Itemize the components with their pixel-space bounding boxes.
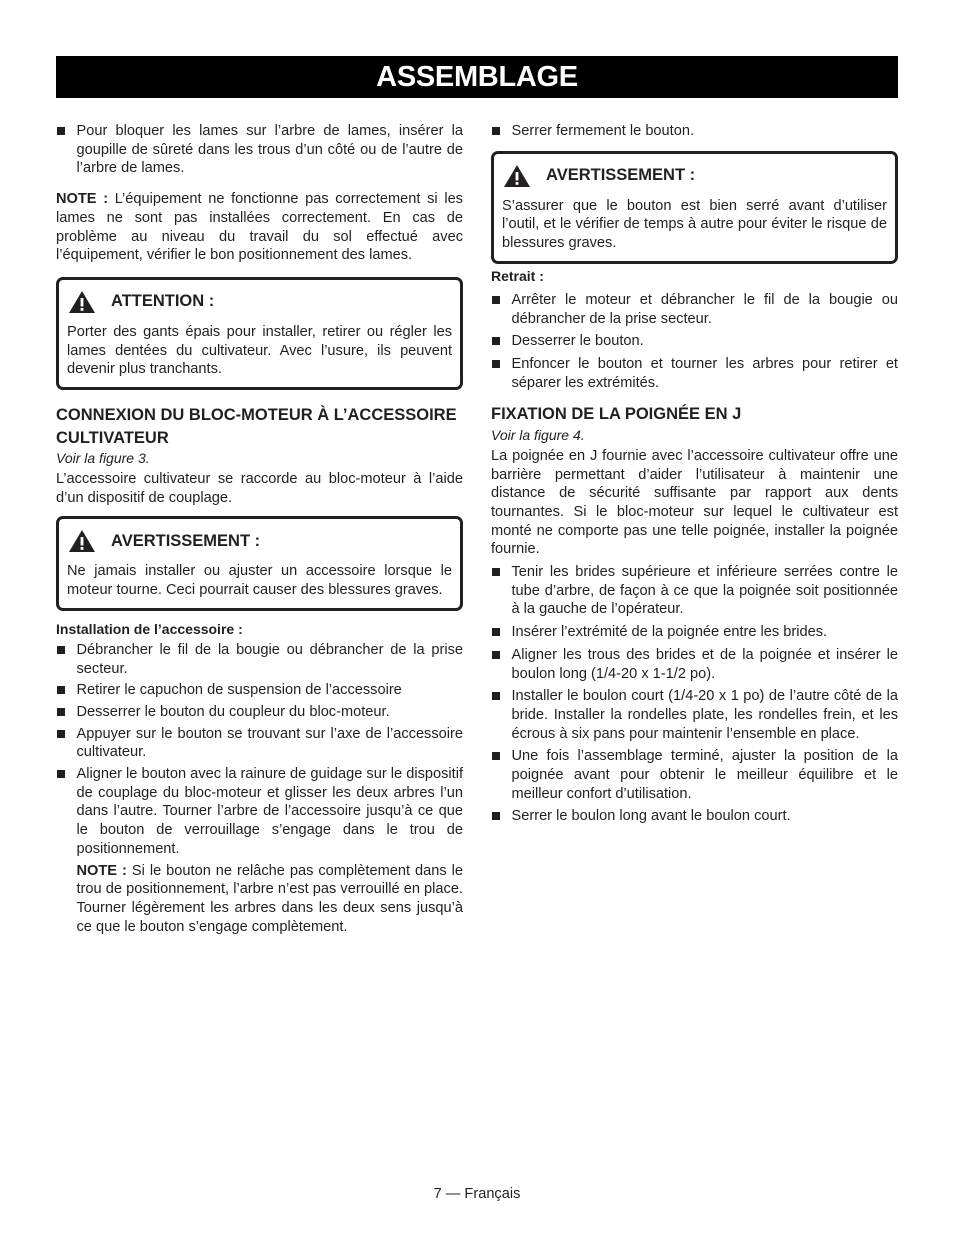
note-paragraph (56, 862, 463, 937)
warning-triangle-icon (68, 529, 96, 553)
list-item: Serrer le boulon long avant le boulon court. (491, 807, 898, 826)
warning-box (56, 516, 463, 610)
warning-box (491, 151, 898, 264)
list-item: Tenir les brides supérieure et inférieure serrées contre le tube d’arbre, de façon à ce que la poignée soit positionnée à la gauche de l’opérateur. (491, 563, 898, 619)
list-item: Appuyer sur le bouton se trouvant sur l’axe de l’accessoire cultivateur. (56, 725, 463, 762)
install-list (56, 641, 463, 859)
warning-title: AVERTISSEMENT : (546, 166, 696, 185)
list-item: Arrêter le moteur et débrancher le fil de la bougie ou débrancher de la prise secteur. (491, 291, 898, 328)
list-item: Aligner les trous des brides et de la poignée et insérer le boulon long (1/4-20 x 1-1/2 po). (491, 646, 898, 683)
warning-title: AVERTISSEMENT : (111, 531, 261, 550)
handle-list (491, 563, 898, 826)
note-label: NOTE : (76, 862, 127, 879)
figure-reference: Voir la figure 3. (56, 450, 150, 467)
list-item: Installer le boulon court (1/4-20 x 1 po) de l’autre côté de la bride. Installer la rondelles plate, les rondelles frein, et les écrous à six pans pour maintenir l’ensemble en place. (491, 687, 898, 743)
list-item: Desserrer le bouton du coupleur du bloc-moteur. (56, 703, 463, 722)
attention-body: Porter des gants épais pour installer, retirer ou régler les lames dentées du cultivateur. Avec l’usure, ils peuvent devenir plus tranchants. (67, 323, 452, 378)
page-title: ASSEMBLAGE (56, 56, 898, 98)
note-label: NOTE : (56, 191, 109, 208)
retrait-list (491, 291, 898, 393)
note-text: L’équipement ne fonctionne pas correctement si les lames ne sont pas installées correctement. En cas de problème au niveau du travail du sol effectué avec l’équipement, vérifier le bon positionnement des lames. (56, 191, 463, 264)
list-item: Serrer fermement le bouton. (491, 122, 898, 141)
bullet-list (491, 122, 898, 141)
warning-body: S’assurer que le bouton est bien serré avant d’utiliser l’outil, et le vérifier de temps à autre pour éviter le risque de blessures graves. (502, 197, 887, 252)
retrait-heading: Retrait : (491, 267, 544, 284)
note-paragraph (56, 190, 463, 265)
list-item: Aligner le bouton avec la rainure de guidage sur le dispositif de couplage du bloc-moteur et glisser les deux arbres l’un dans l’autre. Tourner l’arbre de l’accessoire jusqu’à ce que le bouton de verrouillage s’engage dans le trou de positionnement. (56, 765, 463, 859)
right-column (491, 122, 898, 826)
figure-reference: Voir la figure 4. (491, 426, 585, 443)
warning-triangle-icon (503, 164, 531, 188)
section-intro: L’accessoire cultivateur se raccorde au bloc-moteur à l’aide d’un dispositif de couplage. (56, 471, 463, 506)
list-item: Insérer l’extrémité de la poignée entre les brides. (491, 623, 898, 642)
install-heading: Installation de l’accessoire : (56, 620, 243, 637)
list-item: Une fois l’assemblage terminé, ajuster la position de la poignée avant pour obtenir le meilleur équilibre et le meilleur confort d’utilisation. (491, 747, 898, 803)
page-footer: 7 — Français (433, 1186, 521, 1202)
list-item: Retirer le capuchon de suspension de l’accessoire (56, 681, 463, 700)
list-item: Pour bloquer les lames sur l’arbre de lames, insérer la goupille de sûreté dans les trous d’un côté ou de l’autre de l’arbre de lames. (56, 122, 463, 178)
section-title: FIXATION DE LA POIGNÉE EN J (491, 405, 742, 424)
note-text: Si le bouton ne relâche pas complètement dans le trou de positionnement, l’arbre n’est pas verrouillé en place. Tourner légèrement les arbres dans les deux sens jusqu’à ce que le bouton s’engage complètement. (76, 862, 463, 935)
attention-title: ATTENTION : (111, 292, 215, 311)
warning-triangle-icon (68, 290, 96, 314)
left-column (56, 122, 463, 936)
list-item: Enfoncer le bouton et tourner les arbres pour retirer et séparer les extrémités. (491, 355, 898, 392)
section-title: CONNEXION DU BLOC-MOTEUR À L’ACCESSOIRE CULTIVATEUR (56, 406, 457, 447)
list-item: Desserrer le bouton. (491, 332, 898, 351)
attention-box (56, 277, 463, 390)
bullet-list (56, 122, 463, 178)
warning-body: Ne jamais installer ou ajuster un accessoire lorsque le moteur tourne. Ceci pourrait causer des blessures graves. (67, 563, 452, 599)
list-item: Débrancher le fil de la bougie ou débrancher de la prise secteur. (56, 641, 463, 678)
section-intro: La poignée en J fournie avec l’accessoire cultivateur offre une barrière permettant d’aider l’utilisateur à maintenir une distance de sécurité suffisante par rapport aux dents tournantes. Si le bloc-moteur sur lequel le cultivateur est monté ne comporte pas une telle poignée, installer la poignée fournie. (491, 447, 898, 558)
